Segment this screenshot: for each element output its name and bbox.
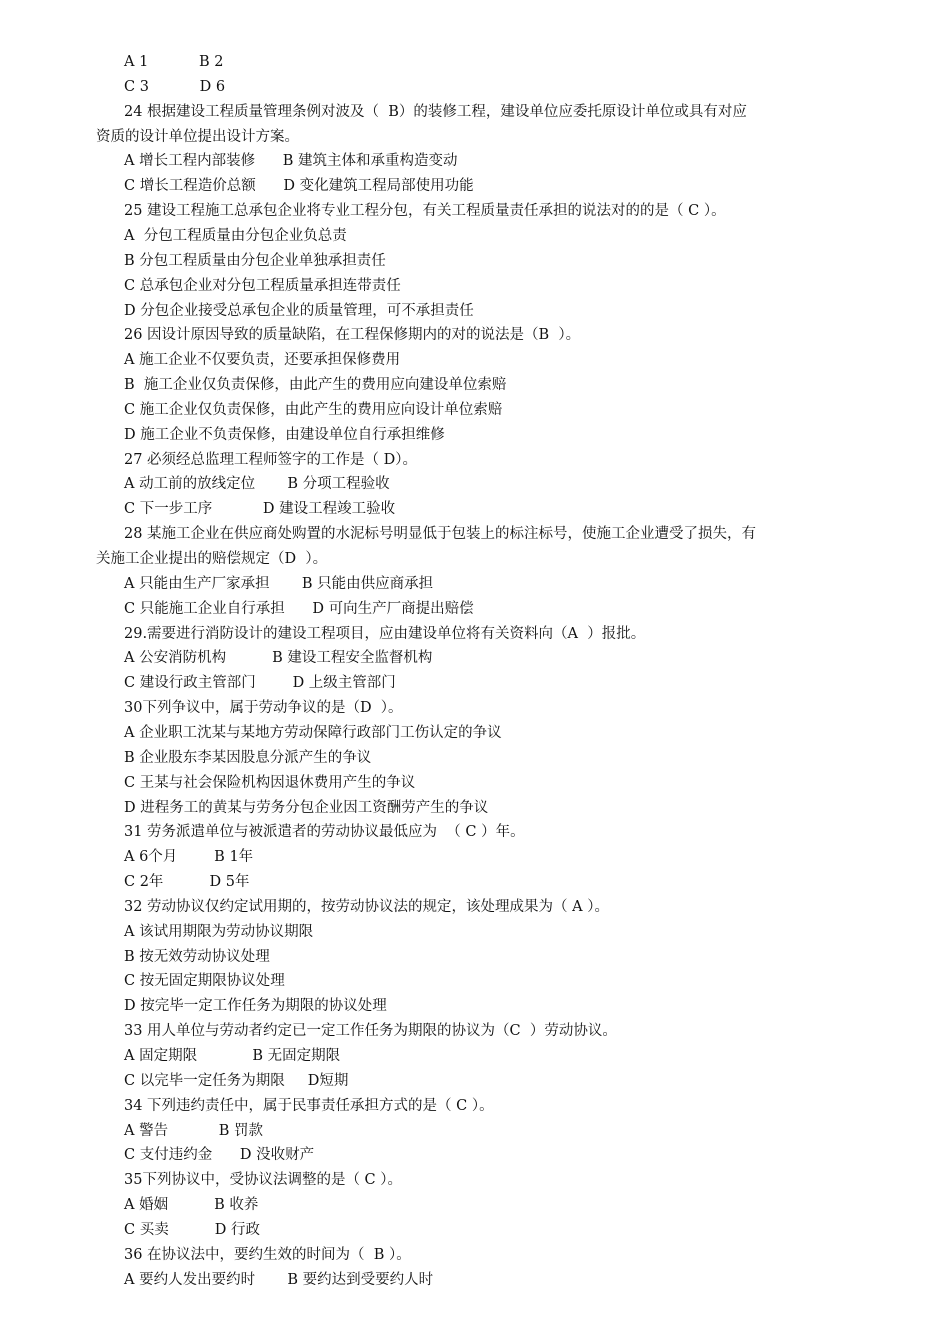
text-line: A 增长工程内部装修 B 建筑主体和承重构造变动 [124, 153, 458, 170]
text-line: 30下列争议中，属于劳动争议的是（D ）。 [124, 700, 403, 717]
text-line: C 建设行政主管部门 D 上级主管部门 [124, 675, 396, 692]
text-line: 34 下列违约责任中，属于民事责任承担方式的是（ C ）。 [124, 1097, 494, 1114]
text-line: D 进程务工的黄某与劳务分包企业因工资酬劳产生的争议 [124, 799, 489, 816]
text-line: A 施工企业不仅要负责，还要承担保修费用 [124, 352, 401, 369]
text-line: B 企业股东李某因股息分派产生的争议 [124, 749, 372, 766]
text-line: 资质的设计单位提出设计方案。 [96, 128, 299, 145]
text-line: C 3 D 6 [124, 78, 226, 95]
text-line: A 警告 B 罚款 [124, 1122, 264, 1139]
text-line: A 该试用期限为劳动协议期限 [124, 923, 314, 940]
text-line: B 按无效劳动协议处理 [124, 948, 270, 965]
text-line: A 要约人发出要约时 B 要约达到受要约人时 [124, 1271, 434, 1288]
text-line: 32 劳动协议仅约定试用期的，按劳动协议法的规定，该处理成果为（ A ）。 [124, 898, 609, 915]
text-line: A 只能由生产厂家承担 B 只能由供应商承担 [124, 575, 434, 592]
text-line: C 买卖 D 行政 [124, 1221, 261, 1238]
text-line: C 总承包企业对分包工程质量承担连带责任 [124, 277, 401, 294]
text-line: A 6个月 B 1年 [124, 849, 254, 866]
text-line: D 分包企业接受总承包企业的质量管理，可不承担责任 [124, 302, 474, 319]
text-line: 24 根据建设工程质量管理条例对波及（ B）的装修工程，建设单位应委托原设计单位或具有对应 [124, 103, 747, 120]
text-line: 28 某施工企业在供应商处购置的水泥标号明显低于包装上的标注标号，使施工企业遭受了损失，有 [124, 526, 757, 543]
text-line: 26 因设计原因导致的质量缺陷，在工程保修期内的对的说法是（B ）。 [124, 327, 581, 344]
text-line: B 分包工程质量由分包企业单独承担责任 [124, 252, 386, 269]
text-line: 29.需要进行消防设计的建设工程项目，应由建设单位将有关资料向（A ）报批。 [124, 625, 646, 642]
text-line: C 只能施工企业自行承担 D 可向生产厂商提出赔偿 [124, 600, 474, 617]
text-line: 关施工企业提出的赔偿规定（D ）。 [96, 551, 328, 567]
text-line: 31 劳务派遣单位与被派遣者的劳动协议最低应为 （ C ）年。 [124, 824, 525, 841]
text-line: A 分包工程质量由分包企业负总责 [124, 227, 347, 244]
text-line: C 按无固定期限协议处理 [124, 973, 285, 990]
text-line: 35下列协议中，受协议法调整的是（ C ）。 [124, 1172, 403, 1189]
text-line: D 施工企业不负责保修，由建设单位自行承担维修 [124, 426, 445, 443]
text-line: A 企业职工沈某与某地方劳动保障行政部门工伤认定的争议 [124, 724, 502, 741]
text-line: A 公安消防机构 B 建设工程安全监督机构 [124, 650, 433, 667]
text-line: C 下一步工序 D 建设工程竣工验收 [124, 501, 396, 518]
text-line: 27 必须经总监理工程师签字的工作是（ D）。 [124, 451, 418, 468]
text-line: A 动工前的放线定位 B 分项工程验收 [124, 476, 390, 493]
text-line: C 2年 D 5年 [124, 874, 250, 891]
text-line: A 婚姻 B 收养 [124, 1197, 259, 1214]
text-line: B 施工企业仅负责保修，由此产生的费用应向建设单位索赔 [124, 377, 507, 394]
text-line: C 支付违约金 D 没收财产 [124, 1147, 315, 1164]
text-line: C 施工企业仅负责保修，由此产生的费用应向设计单位索赔 [124, 401, 503, 418]
text-line: 25 建设工程施工总承包企业将专业工程分包，有关工程质量责任承担的说法对的的是（ C ）。 [124, 203, 726, 220]
text-line: A 1 B 2 [124, 54, 224, 70]
text-line: D 按完毕一定工作任务为期限的协议处理 [124, 998, 387, 1015]
text-line: C 增长工程造价总额 D 变化建筑工程局部使用功能 [124, 178, 474, 195]
text-line: A 固定期限 B 无固定期限 [124, 1048, 341, 1064]
text-line: 33 用人单位与劳动者约定已一定工作任务为期限的协议为（C ）劳动协议。 [124, 1023, 617, 1040]
text-line: C 王某与社会保险机构因退休费用产生的争议 [124, 774, 416, 791]
text-line: 36 在协议法中，要约生效的时间为（ B ）。 [124, 1246, 411, 1263]
text-line: C 以完毕一定任务为期限 D短期 [124, 1072, 349, 1089]
